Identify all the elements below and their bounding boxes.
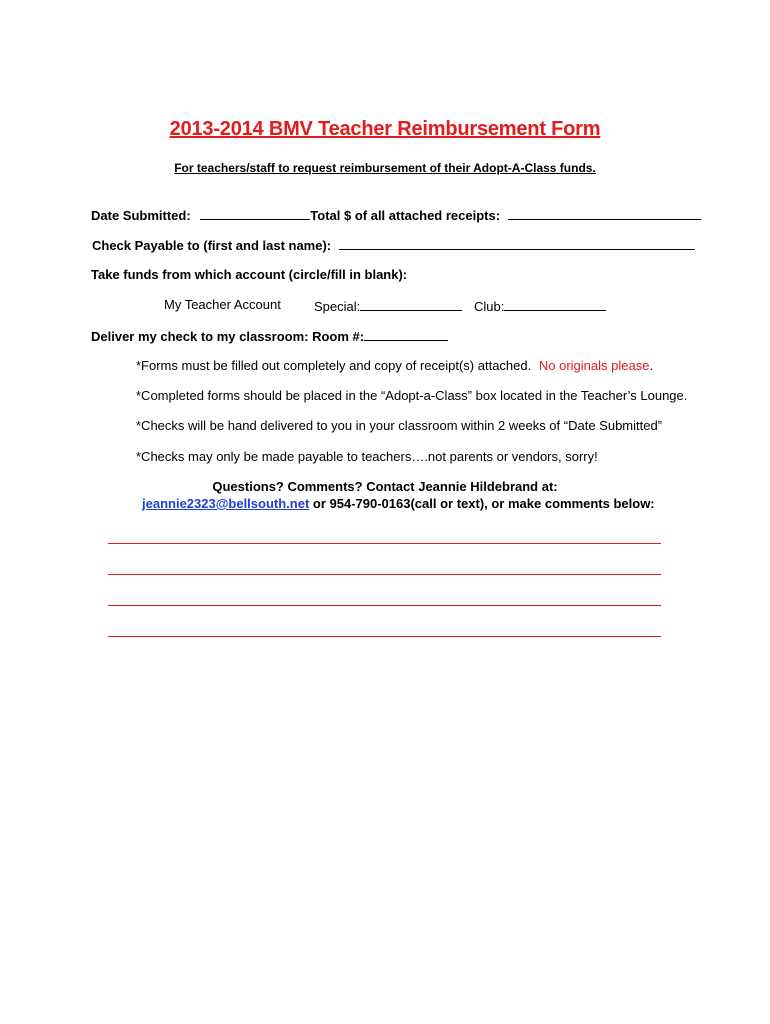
- room-number-field[interactable]: [364, 327, 448, 341]
- total-receipts-field[interactable]: [508, 206, 701, 220]
- comment-line[interactable]: [108, 605, 661, 606]
- comment-line[interactable]: [108, 543, 661, 544]
- contact-line: Questions? Comments? Contact Jeannie Hildebrand at:: [212, 479, 558, 494]
- comment-line[interactable]: [108, 636, 661, 637]
- check-payable-label: Check Payable to (first and last name):: [92, 238, 332, 253]
- account-option-teacher[interactable]: My Teacher Account: [164, 297, 281, 312]
- special-field[interactable]: [360, 297, 462, 311]
- date-submitted-label: Date Submitted:: [91, 208, 191, 223]
- club-field[interactable]: [504, 297, 606, 311]
- check-payable-row: [92, 236, 695, 253]
- deliver-label: Deliver my check to my classroom: Room #:: [91, 329, 365, 344]
- note-delivery-time: *Checks will be hand delivered to you in your classroom within 2 weeks of “Date Submitted”: [136, 418, 663, 433]
- date-submitted-field[interactable]: [200, 206, 310, 220]
- form-subtitle: For teachers/staff to request reimbursement of their Adopt-A-Class funds.: [174, 161, 596, 175]
- note-originals-period: .: [649, 358, 654, 373]
- no-originals-warning: No originals please: [538, 358, 650, 373]
- contact-phone-text: or 954-790-0163(call or text), or make comments below:: [309, 496, 655, 511]
- date-total-row: [91, 206, 701, 223]
- contact-details: [142, 496, 655, 511]
- deliver-row: [91, 327, 448, 344]
- account-question: Take funds from which account (circle/fill in blank):: [91, 267, 408, 282]
- account-option-special[interactable]: [314, 297, 462, 314]
- note-originals: [136, 358, 653, 373]
- note-originals-text: *Forms must be filled out completely and copy of receipt(s) attached.: [136, 358, 532, 373]
- check-payable-field[interactable]: [339, 236, 695, 250]
- club-label: Club:: [474, 299, 505, 314]
- special-label: Special:: [314, 299, 361, 314]
- note-payable-teachers: *Checks may only be made payable to teachers….not parents or vendors, sorry!: [136, 449, 598, 464]
- form-title: 2013-2014 BMV Teacher Reimbursement Form: [169, 118, 601, 140]
- comment-line[interactable]: [108, 574, 661, 575]
- note-submission-box: *Completed forms should be placed in the “Adopt-a-Class” box located in the Teacher’s Lounge.: [136, 388, 688, 403]
- total-receipts-label: Total $ of all attached receipts:: [310, 208, 501, 223]
- email-link[interactable]: jeannie2323@bellsouth.net: [142, 496, 310, 511]
- account-option-club[interactable]: [474, 297, 606, 314]
